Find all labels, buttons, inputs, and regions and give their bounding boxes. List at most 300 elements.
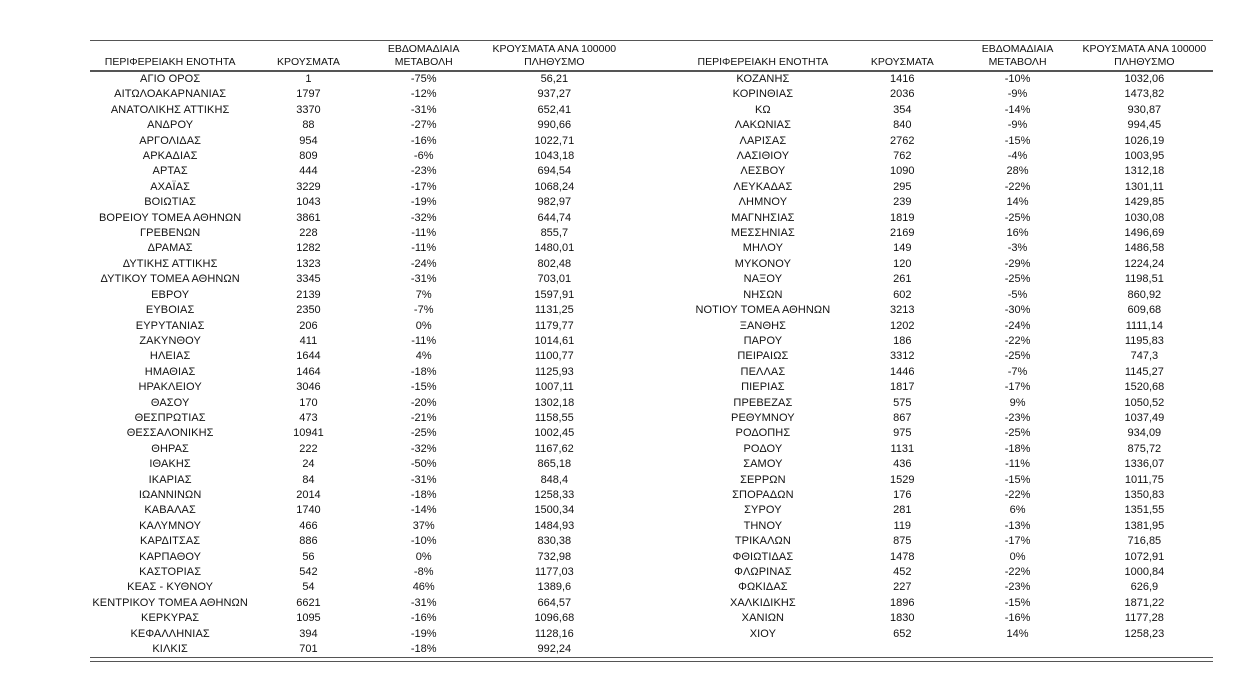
right-per100k-cell: 1473,82 <box>1124 88 1165 101</box>
right-name-cell: ΜΑΓΝΗΣΙΑΣ <box>731 211 795 224</box>
left-change-cell: -18% <box>410 365 437 378</box>
right-per100k-cell: 1351,55 <box>1124 504 1165 517</box>
left-per100k-cell: 56,21 <box>540 73 569 85</box>
table-row <box>90 71 1213 87</box>
table-row <box>90 642 1213 658</box>
left-change-cell: 0% <box>415 550 432 563</box>
right-cases-cell: 867 <box>893 411 912 424</box>
left-change-cell: -31% <box>410 596 437 609</box>
right-cases-cell: 227 <box>893 581 912 594</box>
right-cases-cell: 1830 <box>890 612 915 625</box>
left-cases-cell: 701 <box>299 643 318 656</box>
right-per100k-cell: 1195,83 <box>1124 334 1164 347</box>
right-change-cell: -25% <box>1004 211 1031 224</box>
right-per100k-cell: 1198,51 <box>1124 273 1164 286</box>
left-per100k-cell: 982,97 <box>537 196 572 209</box>
left-cases-cell: 88 <box>302 119 315 132</box>
table-row <box>90 473 1213 488</box>
right-name-cell: ΞΑΝΘΗΣ <box>739 319 787 332</box>
left-cases-cell: 3046 <box>296 381 321 394</box>
right-name-cell: ΛΕΣΒΟΥ <box>740 165 786 178</box>
left-name-cell: ΚΑΛΥΜΝΟΥ <box>139 519 202 532</box>
left-cases-cell: 3345 <box>296 273 321 286</box>
left-change-cell: -11% <box>411 227 437 240</box>
right-per100k-cell: 994,45 <box>1127 119 1162 132</box>
left-name-cell: ΑΡΤΑΣ <box>152 165 188 178</box>
right-cases-cell: 3213 <box>890 304 915 317</box>
left-name-cell: ΘΗΡΑΣ <box>151 442 189 455</box>
left-cases-cell: 1043 <box>296 196 321 209</box>
left-change-cell: -50% <box>410 458 437 471</box>
column-gap <box>628 550 681 565</box>
right-change-cell: -22% <box>1004 488 1031 501</box>
right-cases-cell: 1090 <box>890 165 915 178</box>
table-body <box>90 71 1213 658</box>
left-name-cell: ΚΑΡΠΑΘΟΥ <box>139 550 202 563</box>
header-weekly-line2: ΜΕΤΑΒΟΛΗ <box>394 56 453 68</box>
right-name-cell: ΠΕΛΛΑΣ <box>740 365 786 378</box>
left-per100k-cell: 1125,93 <box>534 365 574 378</box>
right-name-cell: ΡΕΘΥΜΝΟΥ <box>731 411 795 424</box>
left-change-cell: -7% <box>413 304 434 317</box>
right-change-cell: -13% <box>1004 519 1031 532</box>
right-cases-cell: 119 <box>893 519 912 532</box>
column-gap <box>628 519 681 534</box>
table-row <box>90 380 1213 395</box>
left-cases-cell: 1797 <box>296 88 321 101</box>
left-name-cell: ΙΚΑΡΙΑΣ <box>148 473 192 486</box>
right-change-cell: -25% <box>1004 427 1031 440</box>
header-region-right: ΠΕΡΙΦΕΡΕΙΑΚΗ ΕΝΟΤΗΤΑ <box>681 41 846 72</box>
column-gap <box>628 288 681 303</box>
right-cases-cell: 575 <box>893 396 912 409</box>
left-per100k-cell: 1258,33 <box>534 488 575 501</box>
right-change-cell: -29% <box>1004 257 1031 270</box>
header-per100k-line1: ΚΡΟΥΣΜΑΤΑ ΑΝΑ 100000 <box>1082 43 1207 55</box>
left-change-cell: -20% <box>410 396 437 409</box>
right-per100k-cell: 1350,83 <box>1124 488 1165 501</box>
left-per100k-cell: 865,18 <box>537 458 572 471</box>
column-gap <box>628 319 681 334</box>
table-row <box>90 319 1213 334</box>
left-name-cell: ΑΝΑΤΟΛΙΚΗΣ ΑΤΤΙΚΗΣ <box>110 103 230 116</box>
left-change-cell: -18% <box>410 643 437 656</box>
table-row <box>90 87 1213 102</box>
right-per100k-cell: 1011,75 <box>1124 473 1164 486</box>
table-row <box>90 565 1213 580</box>
column-gap <box>628 396 681 411</box>
column-gap <box>628 442 681 457</box>
left-change-cell: 7% <box>415 288 432 301</box>
header-weekly-line1: ΕΒΔΟΜΑΔΙΑΙΑ <box>981 43 1054 55</box>
right-change-cell: -14% <box>1004 103 1031 116</box>
column-gap <box>628 565 681 580</box>
left-per100k-cell: 1484,93 <box>534 519 575 532</box>
left-change-cell: 46% <box>412 581 435 594</box>
table-row <box>90 627 1213 642</box>
right-name-cell: ΚΩ <box>755 103 771 116</box>
left-change-cell: 0% <box>415 319 432 332</box>
column-gap <box>628 349 681 364</box>
header-per100k-line2: ΠΛΗΘΥΣΜΟ <box>1114 56 1175 68</box>
left-cases-cell: 1282 <box>296 242 321 255</box>
right-name-cell: ΜΗΛΟΥ <box>742 242 784 255</box>
left-per100k-cell: 1068,24 <box>534 180 575 193</box>
left-per100k-cell: 652,41 <box>537 103 572 116</box>
left-change-cell: -21% <box>410 411 437 424</box>
right-cases-cell: 149 <box>893 242 912 255</box>
right-name-cell: ΧΑΝΙΩΝ <box>741 612 785 625</box>
left-cases-cell: 1740 <box>296 504 321 517</box>
right-change-cell: -17% <box>1004 535 1031 548</box>
right-change-cell: -22% <box>1004 334 1031 347</box>
table-row <box>90 488 1213 503</box>
left-change-cell: -19% <box>410 627 437 640</box>
right-cases-cell: 261 <box>893 273 912 286</box>
right-name-cell: ΠΑΡΟΥ <box>743 334 783 347</box>
table-row <box>90 396 1213 411</box>
column-gap <box>628 334 681 349</box>
table-row <box>90 411 1213 426</box>
right-per100k-cell: 1381,95 <box>1124 519 1165 532</box>
right-cases-cell: 762 <box>893 150 912 163</box>
column-gap <box>628 642 681 658</box>
left-name-cell: ΖΑΚΥΝΘΟΥ <box>139 334 201 347</box>
right-name-cell: ΠΡΕΒΕΖΑΣ <box>733 396 793 409</box>
table-row <box>90 334 1213 349</box>
double-rule <box>90 658 1213 662</box>
right-cases-cell: 652 <box>893 627 912 640</box>
header-weekly-change-left <box>367 41 481 72</box>
column-gap <box>628 272 681 287</box>
left-name-cell: ΕΥΒΟΙΑΣ <box>145 304 195 317</box>
column-gap <box>628 257 681 272</box>
right-change-cell: 6% <box>1009 504 1026 517</box>
column-gap <box>628 611 681 626</box>
right-per100k-cell: 1050,52 <box>1124 396 1165 409</box>
column-gap <box>628 365 681 380</box>
right-name-cell: ΣΑΜΟΥ <box>743 458 783 471</box>
right-name-cell: ΝΗΣΩΝ <box>743 288 783 301</box>
right-per100k-cell: 1037,49 <box>1124 411 1165 424</box>
left-change-cell: 4% <box>415 350 432 363</box>
table-row <box>90 349 1213 364</box>
left-cases-cell: 3370 <box>296 103 321 116</box>
left-change-cell: -11% <box>411 242 437 255</box>
right-per100k-cell: 1003,95 <box>1124 150 1165 163</box>
left-name-cell: ΙΘΑΚΗΣ <box>149 458 191 471</box>
right-change-cell: -16% <box>1004 612 1031 625</box>
right-change-cell: -10% <box>1004 73 1031 85</box>
left-per100k-cell: 1096,68 <box>534 612 575 625</box>
right-change-cell: -24% <box>1004 319 1031 332</box>
left-per100k-cell: 830,38 <box>537 535 572 548</box>
column-gap <box>628 164 681 179</box>
left-cases-cell: 954 <box>299 134 318 147</box>
left-name-cell: ΚΕΑΣ - ΚΥΘΝΟΥ <box>127 581 214 594</box>
right-cases-cell: 239 <box>893 196 912 209</box>
right-cases-cell: 1529 <box>890 473 915 486</box>
column-gap <box>628 211 681 226</box>
right-cases-cell: 1416 <box>890 73 915 85</box>
right-per100k-cell: 875,72 <box>1127 442 1162 455</box>
left-per100k-cell: 1480,01 <box>534 242 575 255</box>
left-cases-cell: 54 <box>302 581 315 594</box>
right-change-cell: -9% <box>1007 119 1028 132</box>
left-name-cell: ΚΕΦΑΛΛΗΝΙΑΣ <box>130 627 210 640</box>
left-change-cell: -8% <box>413 566 434 578</box>
column-gap <box>628 627 681 642</box>
left-change-cell: -11% <box>411 334 437 347</box>
left-change-cell: -32% <box>410 442 437 455</box>
left-cases-cell: 2350 <box>296 304 321 317</box>
left-per100k-cell: 992,24 <box>537 643 572 656</box>
left-per100k-cell: 1177,03 <box>534 566 574 578</box>
left-per100k-cell: 990,66 <box>537 119 572 132</box>
left-cases-cell: 1095 <box>296 612 321 625</box>
left-cases-cell: 542 <box>299 566 318 578</box>
right-cases-cell: 1817 <box>890 381 915 394</box>
column-gap <box>628 580 681 595</box>
left-cases-cell: 473 <box>299 411 318 424</box>
table-row <box>90 257 1213 272</box>
left-change-cell: 37% <box>412 519 435 532</box>
table-row <box>90 611 1213 626</box>
left-name-cell: ΔΥΤΙΚΟΥ ΤΟΜΕΑ ΑΘΗΝΩΝ <box>100 273 240 286</box>
right-change-cell: -25% <box>1004 273 1031 286</box>
left-per100k-cell: 664,57 <box>537 596 572 609</box>
right-cases-cell: 2762 <box>890 134 915 147</box>
left-per100k-cell: 644,74 <box>537 211 572 224</box>
right-name-cell: ΜΥΚΟΝΟΥ <box>734 257 792 270</box>
left-name-cell: ΔΥΤΙΚΗΣ ΑΤΤΙΚΗΣ <box>122 257 218 270</box>
left-change-cell: -16% <box>410 612 437 625</box>
right-change-cell: -9% <box>1007 88 1028 101</box>
table-row <box>90 519 1213 534</box>
right-per100k-cell: 1486,58 <box>1124 242 1165 255</box>
left-change-cell: -16% <box>410 134 437 147</box>
left-cases-cell: 809 <box>299 150 318 163</box>
left-name-cell: ΚΑΒΑΛΑΣ <box>144 504 196 517</box>
right-per100k-cell: 1030,08 <box>1124 211 1165 224</box>
left-name-cell: ΚΙΛΚΙΣ <box>152 643 188 656</box>
right-cases-cell: 120 <box>893 257 912 270</box>
column-gap <box>628 426 681 441</box>
left-per100k-cell: 855,7 <box>540 227 569 240</box>
left-per100k-cell: 802,48 <box>537 257 572 270</box>
right-change-cell: -5% <box>1007 288 1028 301</box>
left-change-cell: -15% <box>410 381 437 394</box>
left-cases-cell: 1644 <box>296 350 321 363</box>
left-change-cell: -6% <box>413 150 434 163</box>
left-name-cell: ΑΧΑΪΑΣ <box>150 180 191 193</box>
left-name-cell: ΑΡΚΑΔΙΑΣ <box>142 150 198 163</box>
header-weekly-change-right <box>959 41 1075 72</box>
column-gap <box>628 226 681 241</box>
left-per100k-cell: 1167,62 <box>534 442 574 455</box>
right-per100k-cell: 1258,23 <box>1124 627 1165 640</box>
table-row <box>90 118 1213 133</box>
regional-cases-table <box>90 40 1213 662</box>
left-cases-cell: 394 <box>299 627 318 640</box>
right-change-cell: 16% <box>1006 227 1029 240</box>
column-gap <box>628 134 681 149</box>
table-row <box>90 442 1213 457</box>
left-cases-cell: 84 <box>302 473 315 486</box>
right-per100k-cell: 1224,24 <box>1124 257 1165 270</box>
table-row <box>90 180 1213 195</box>
table-row <box>90 596 1213 611</box>
left-change-cell: -31% <box>410 273 437 286</box>
left-change-cell: -75% <box>410 73 437 85</box>
right-cases-cell: 1478 <box>890 550 915 563</box>
left-name-cell: ΕΥΡΥΤΑΝΙΑΣ <box>135 319 205 332</box>
right-name-cell: ΛΑΡΙΣΑΣ <box>739 134 787 147</box>
left-change-cell: -27% <box>410 119 437 132</box>
table-row <box>90 134 1213 149</box>
left-per100k-cell: 1002,45 <box>534 427 575 440</box>
right-name-cell: ΦΩΚΙΔΑΣ <box>738 581 788 594</box>
table-row <box>90 288 1213 303</box>
left-cases-cell: 411 <box>299 334 318 347</box>
right-name-cell: ΠΕΙΡΑΙΩΣ <box>737 350 789 363</box>
left-cases-cell: 1464 <box>296 365 321 378</box>
left-cases-cell: 206 <box>299 319 318 332</box>
right-name-cell: ΧΙΟΥ <box>749 627 777 640</box>
left-cases-cell: 24 <box>302 458 315 471</box>
column-gap <box>628 380 681 395</box>
left-name-cell: ΑΝΔΡΟΥ <box>147 119 194 132</box>
left-change-cell: -32% <box>410 211 437 224</box>
left-per100k-cell: 937,27 <box>537 88 572 101</box>
header-gap <box>628 41 681 72</box>
left-cases-cell: 3229 <box>296 180 321 193</box>
right-name-cell: ΤΡΙΚΑΛΩΝ <box>734 535 791 548</box>
right-per100k-cell: 1177,28 <box>1124 612 1164 625</box>
right-cases-cell: 281 <box>893 504 912 517</box>
left-per100k-cell: 703,01 <box>537 273 572 286</box>
left-per100k-cell: 1131,25 <box>534 304 574 317</box>
column-gap <box>628 180 681 195</box>
right-change-cell: -25% <box>1004 350 1031 363</box>
left-per100k-cell: 732,98 <box>537 550 572 563</box>
column-gap <box>628 503 681 518</box>
right-change-cell: -3% <box>1007 242 1028 255</box>
right-change-cell: 0% <box>1009 550 1026 563</box>
right-cases-cell: 1131 <box>890 442 915 455</box>
right-per100k-cell: 1032,06 <box>1124 73 1165 85</box>
left-name-cell: ΓΡΕΒΕΝΩΝ <box>139 227 201 240</box>
right-cases-cell: 436 <box>893 458 912 471</box>
right-name-cell: ΦΘΙΩΤΙΔΑΣ <box>732 550 794 563</box>
table-row <box>90 149 1213 164</box>
right-cases-cell: 1896 <box>890 596 915 609</box>
left-change-cell: -31% <box>410 103 437 116</box>
header-weekly-line1: ΕΒΔΟΜΑΔΙΑΙΑ <box>387 43 460 55</box>
left-name-cell: ΘΕΣΣΑΛΟΝΙΚΗΣ <box>126 427 214 440</box>
right-change-cell: 14% <box>1006 196 1029 209</box>
table-row <box>90 365 1213 380</box>
left-name-cell: ΑΡΓΟΛΙΔΑΣ <box>139 134 202 147</box>
left-per100k-cell: 848,4 <box>540 473 569 486</box>
right-per100k-cell: 716,85 <box>1127 535 1162 548</box>
right-name-cell: ΤΗΝΟΥ <box>743 519 783 532</box>
right-per100k-cell <box>1076 642 1213 658</box>
right-per100k-cell: 1111,14 <box>1125 319 1164 332</box>
right-per100k-cell: 626,9 <box>1130 581 1159 594</box>
left-per100k-cell: 1022,71 <box>534 134 575 147</box>
right-name-cell: ΛΑΣΙΘΙΟΥ <box>736 150 790 163</box>
right-change-cell: -23% <box>1004 411 1031 424</box>
right-name-cell: ΛΑΚΩΝΙΑΣ <box>734 119 791 132</box>
header-per100k-line1: ΚΡΟΥΣΜΑΤΑ ΑΝΑ 100000 <box>492 43 617 55</box>
header-per100k-left <box>481 41 628 72</box>
right-change-cell: -22% <box>1004 566 1031 578</box>
right-cases-cell: 354 <box>893 103 912 116</box>
right-cases-cell: 2036 <box>890 88 915 101</box>
table-row <box>90 580 1213 595</box>
left-cases-cell: 886 <box>299 535 318 548</box>
left-change-cell: -31% <box>410 473 437 486</box>
left-name-cell: ΚΕΡΚΥΡΑΣ <box>141 612 200 625</box>
left-name-cell: ΙΩΑΝΝΙΝΩΝ <box>138 488 202 501</box>
left-change-cell: -12% <box>410 88 437 101</box>
right-cases-cell: 875 <box>893 535 912 548</box>
right-per100k-cell: 930,87 <box>1127 103 1162 116</box>
left-change-cell: -10% <box>410 535 437 548</box>
right-cases-cell: 975 <box>893 427 912 440</box>
left-per100k-cell: 1302,18 <box>534 396 575 409</box>
right-per100k-cell: 1072,91 <box>1124 550 1165 563</box>
left-change-cell: -25% <box>410 427 437 440</box>
right-name-cell: ΜΕΣΣΗΝΙΑΣ <box>730 227 795 240</box>
left-name-cell: ΚΕΝΤΡΙΚΟΥ ΤΟΜΕΑ ΑΘΗΝΩΝ <box>92 596 248 609</box>
right-cases-cell: 176 <box>893 488 912 501</box>
right-name-cell: ΝΑΞΟΥ <box>743 273 783 286</box>
left-cases-cell: 56 <box>302 550 315 563</box>
table-header-row <box>90 41 1213 72</box>
right-cases-cell: 840 <box>893 119 912 132</box>
right-change-cell: -17% <box>1004 381 1031 394</box>
column-gap <box>628 195 681 210</box>
left-name-cell: ΚΑΡΔΙΤΣΑΣ <box>140 535 201 548</box>
right-per100k-cell: 1145,27 <box>1124 365 1164 378</box>
left-name-cell: ΘΕΣΠΡΩΤΙΑΣ <box>134 411 206 424</box>
left-change-cell: -14% <box>410 504 437 517</box>
header-weekly-line2: ΜΕΤΑΒΟΛΗ <box>988 56 1047 68</box>
right-name-cell: ΧΑΛΚΙΔΙΚΗΣ <box>729 596 796 609</box>
left-per100k-cell: 694,54 <box>537 165 572 178</box>
right-per100k-cell: 1871,22 <box>1124 596 1165 609</box>
right-change-cell: -7% <box>1007 365 1028 378</box>
column-gap <box>628 473 681 488</box>
column-gap <box>628 457 681 472</box>
header-per100k-line2: ΠΛΗΘΥΣΜΟ <box>524 56 585 68</box>
left-cases-cell: 466 <box>299 519 318 532</box>
column-gap <box>628 149 681 164</box>
left-cases-cell: 170 <box>299 396 318 409</box>
right-change-cell: -15% <box>1004 596 1031 609</box>
left-per100k-cell: 1179,77 <box>534 319 574 332</box>
left-per100k-cell: 1100,77 <box>534 350 574 363</box>
left-change-cell: -18% <box>410 488 437 501</box>
column-gap <box>628 596 681 611</box>
header-region-left: ΠΕΡΙΦΕΡΕΙΑΚΗ ΕΝΟΤΗΤΑ <box>90 41 250 72</box>
right-name-cell: ΣΠΟΡΑΔΩΝ <box>732 488 794 501</box>
table-row <box>90 226 1213 241</box>
left-name-cell: ΘΑΣΟΥ <box>150 396 190 409</box>
left-cases-cell: 2139 <box>296 288 321 301</box>
